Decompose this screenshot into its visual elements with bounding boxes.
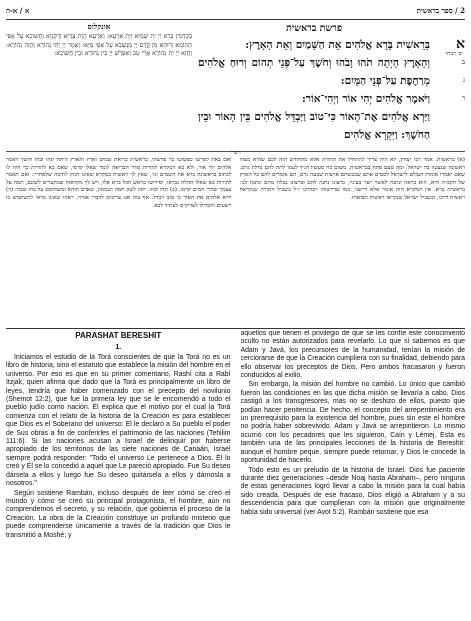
paragraph: Iniciamos el estudio de la Torá conscientes de que la Torá no es un libro de historia, sino el estatuto que establece la misión del hombre en el universo. Por eso es que en su primer comentario, Rashí cita a Rabí Itzjak, quien afirma que dado que la Torá es principalmente un libro de leyes, tendría que haber comenzado con el precepto del novilunio (Shemot 12:2), que fue la primera ley que se le encomendó a todo el pueblo judío como nación. Él explica que el motivo por el cual la Torá comienza con el relato de la historia de la Creación es para establecer que Dios es el Soberano del universo: El le declaró a Su pueblo el poder de Sus obras a fin de conferirles el patrimonio de las naciones (Tehilim 111:6). Si las naciones acusan a Israel de delinquir por haberse apropiado de los territorios de las siete naciones de Canaán, Israel siempre podrá responder: "Todo el universo Le pertenece a Dios. Él lo creó y Él se lo concedió a aquel que Le pareció apropiado. Fue Su deseo dársela a ellos y luego fue Su deseo quitársela a ellos y dárnosla a nosotros." xyxy=(6,354,231,488)
header-divider xyxy=(6,19,465,20)
rashi-label: רש״י xyxy=(230,150,241,156)
verse-number: ג xyxy=(462,76,465,84)
paragraph: Sin embargo, la misión del hombre no cambió. Lo único que cambió fueron las condiciones en las que dicha misión se llevaría a cabo. Dios castigó a los transgresores, mas no se deshizo de ellos, puesto que podían hacer penitencia. De hecho, el concepto del arrepentimiento era un prerrequisito para la existencia del hombre, pues sin este el hombre no podría haber sobrevivido. Adam y Javá se arrepintieron. Lo mismo ocurrió con los pecadores que les siguieron, Caín y Lémej. Esta es también una de las principales lecciones de la historia de Bereshit: aunque el hombre peque, siempre puede retornar, y Dios le concede la oportunidad de hacerlo. xyxy=(240,381,465,465)
spanish-column-left xyxy=(6,330,231,621)
torah-block xyxy=(6,21,465,147)
spanish-commentary xyxy=(6,330,465,621)
onkelos-text: בְּקַדְמִין בְּרָא יְיָ יָת שְׁמַיָּא וְיָת אַרְעָא: וְאַרְעָא הֲוָת צַדְיָא וְרֵקָנְיָא וַחֲשׁוֹכָא עַל אַפֵּי תְהוֹמָא וְרוּחָא מִן קֳדָם יְיָ מְנַשְּׁבָא עַל אַפֵּי מַיָּא: וַאֲמַר יְיָ יְהֵי נְהוֹרָא וַהֲוָה נְהוֹרָא: וַחֲזָא יְיָ יָת נְהוֹרָא אֲרֵי טָב וְאַפְרֵשׁ יְיָ בֵּין נְהוֹרָא וּבֵין חֲשׁוֹכָא: xyxy=(6,33,192,58)
verse-2: וְהָאָרֶץ הָיְתָה תֹהוּ וָבֹהוּ וְחֹשֶׁךְ עַל־פְּנֵי תְהוֹם וְרוּחַ אֱלֹהִים מְרַחֶפֶת עַל־פְּנֵי הַמָּיִם: xyxy=(198,57,430,87)
parsha-title: פרשת בראשית xyxy=(285,23,343,34)
spanish-column-right xyxy=(241,330,466,621)
rashi-column-right: (א) בראשית. אמר רבי יצחק, לא היה צריך להתחיל את התורה אלא מהחודש הזה לכם שהיא מצוה ראשונה שנצטוו בה ישראל, ומה טעם פתח בבראשית, משום כח מעשיו הגיד לעמו לתת להם נחלת גוים, שאם יאמרו אומות העולם לישראל לסטים אתם שכבשתם ארצות שבעה גוים, הם אומרים להם כל הארץ של הקב״ה היא, הוא בראה ונתנה לאשר ישר בעיניו, ברצונו נתנה להם וברצונו נטלה מהם ונתנה לנו: בראשית ברא. אין המקרא הזה אומר אלא דרשני, כמו שדרשוהו רבותינו ז״ל בשביל התורה שנקראת ראשית דרכו, ובשביל ישראל שנקראו ראשית תבואתו. xyxy=(239,157,465,201)
verse-number: ד xyxy=(461,94,465,102)
paragraph: Todo esto es un preludio de la historia de Israel. Dios fue paciente durante diez generaciones –desde Noaj hasta Abraham–, pero ninguna de estas generaciones logró llevar a cabo la misión para la cual había sido creada. Después de ese fracaso, Dios eligió a Abraham y a su descendencia para que cumplieran con la misión que originalmente había sido universal (ver Avot 5:2). Rambán sostiene que esa xyxy=(240,466,465,516)
paragraph: Según sostiene Rambán, incluso después de leer cómo se creó el mundo y cómo se creó su principal protagonista, el hombre, aún no comprendemos el secreto, y su relación, que gobierna el proceso de la Creación. La obra de la Creación constituye un profundo misterio que puede comprenderse únicamente a través de la tradición que Dios le transmitió a Moshé; y xyxy=(6,489,231,539)
verse-numbers xyxy=(425,35,465,107)
torah-column xyxy=(198,21,430,147)
rashi-column-left: ואם באת לפרשו כפשוטו כך פרשהו, בראשית בריאת שמים וארץ והארץ היתה תהו ובהו וחשך ויאמר אלהים יהי אור, ולא בא המקרא להורות סדר הבריאה לומר שאלו קדמו, שאם בא להורות כך היה לו לכתוב בראשונה ברא את השמים וגו׳, שאין לך ראשית במקרא שאינו דבוק לתיבה שלאחריו. ואם תאמר להורות בא שאלו תחלה נבראו, ופירושו בראש הכל ברא אלו, ויש לך מקראות שמקצרים לשונם, תמה על עצמך שהרי המים קדמו. (ב) תהו ובהו. תהו לשון תמה ושממון, שאדם תוהא ומשתומם על בהו שבה: (ד) וירא אלהים את האור כי טוב ויבדל. אף בזה אנו צריכים לדברי אגדה, ראהו שאינו כדאי להשתמש בו רשעים והבדילו לצדיקים לעתיד לבא. xyxy=(6,157,232,209)
paragraph: aquellos que tienen el privilegio de que se les confíe este conocimiento oculto no están autorizados para revelarlo. Lo que sí sabemos es que Adam y Javá, los precursores de la humanidad, tenían la misión de cerciorarse de que la Creación cumpliera con su finalidad, debiendo para ello observar los preceptos de Dios. Pero ambos fracasaron y fueron conducidos al exilio. xyxy=(240,330,465,380)
verse-1: בְּרֵאשִׁית בָּרָא אֱלֹהִים אֵת הַשָּׁמַיִם וְאֵת הָאָרֶץ: xyxy=(245,39,430,51)
page-header xyxy=(6,3,465,17)
onkelos-column xyxy=(6,21,192,147)
spanish-divider xyxy=(6,328,465,329)
chapter-ref: א / א-ה xyxy=(6,5,30,15)
parsha-note: יב׳ רבתי xyxy=(445,51,463,57)
section-number: 1. xyxy=(115,344,122,351)
onkelos-title: אונקלוס xyxy=(87,22,111,31)
verse-3: וַיֹּאמֶר אֱלֹהִים יְהִי אוֹר וַיְהִי־אוֹר: xyxy=(301,93,430,105)
page-label: 2 / ספר בראשית xyxy=(416,5,465,15)
rashi-commentary xyxy=(6,157,465,325)
verse-4: וַיַּרְא אֱלֹהִים אֶת־הָאוֹר כִּי־טוֹב וַיַּבְדֵּל אֱלֹהִים בֵּין הָאוֹר וּבֵין הַחֹשֶׁךְ: וַיִּקְרָא אֱלֹהִים xyxy=(198,111,430,141)
chapter-letter: א xyxy=(456,36,465,52)
verse-number: ב xyxy=(461,58,465,66)
section-title: PARASHAT BERESHIT xyxy=(75,331,162,340)
